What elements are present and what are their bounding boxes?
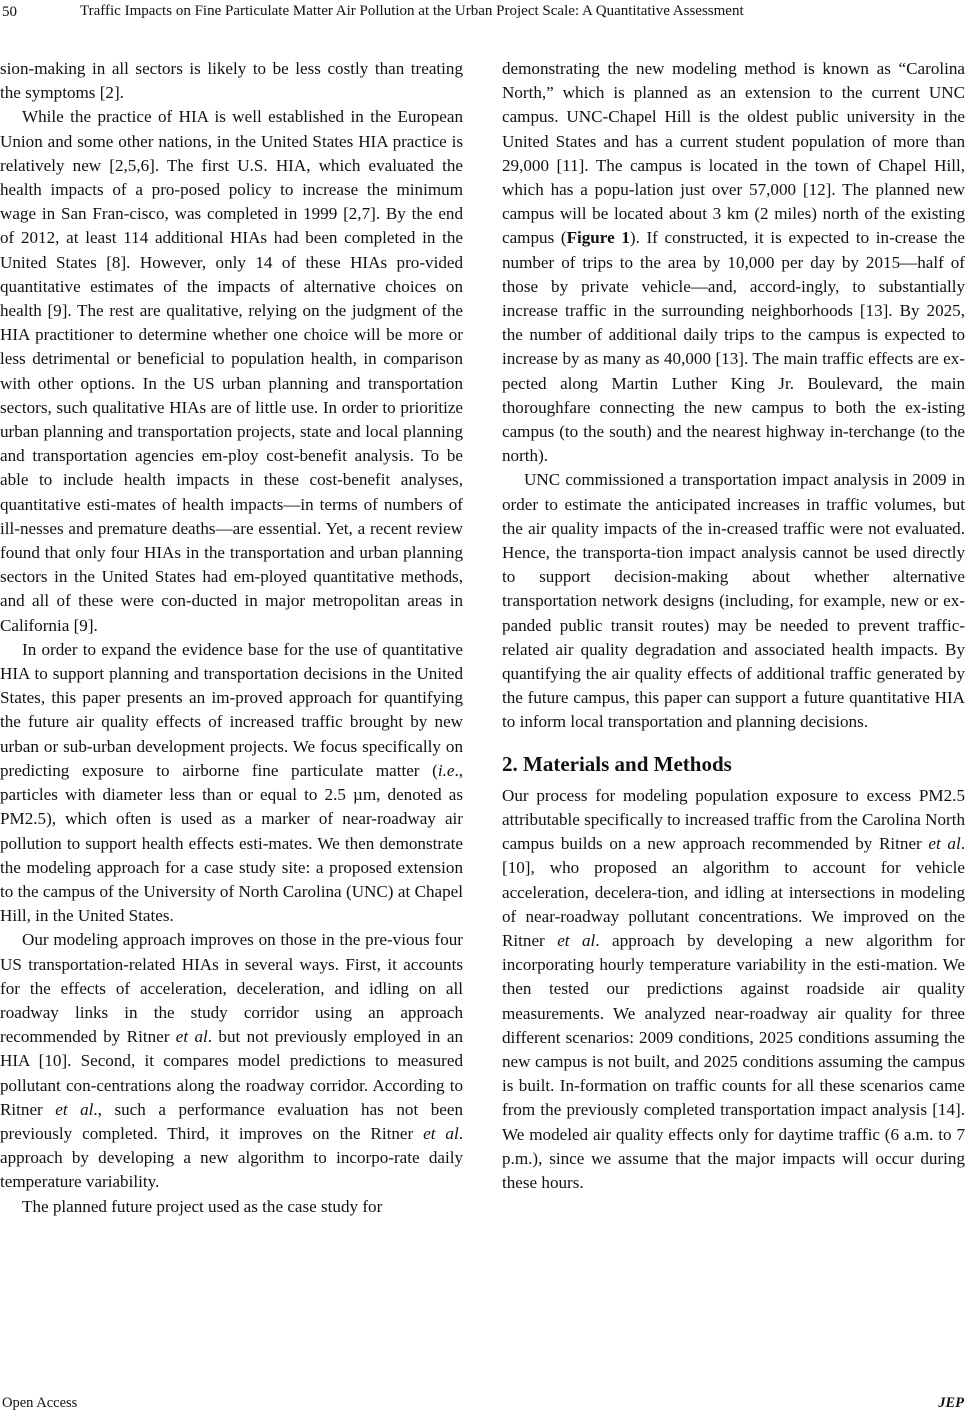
running-header <box>0 0 967 26</box>
italic-citation: et al <box>423 1123 459 1143</box>
italic-abbreviation: i.e <box>437 760 455 780</box>
text-run: Our modeling approach improves on those in the pre-vious four US transportation-related HIAs in several ways. First, it accounts for the effects of acceleration, deceleration, and idling on all roadway links in the study corridor using an approach recommended by Ritner <box>0 930 463 1047</box>
text-run: . approach by developing a new algorithm to incorpo-rate daily temperature variability. <box>0 1123 463 1192</box>
text-run: ., particles with diameter less than or equal to 2.5 µm, denoted as PM2.5), which often is used as a marker of near-roadway air pollution to support health effects esti-mates. We then demonstrate the modeling approach for a case study site: a proposed extension to the campus of the University of North Carolina (UNC) at Chapel Hill, in the United States. <box>0 760 463 926</box>
text-run: . approach by developing a new algorithm for incorporating hourly temperature variability in the esti-mation. We then tested our predictions against roadside air quality measurements. We analyzed near-roadway air quality for three different scenarios: 2009 conditions, 2025 conditions assuming the new campus is not built, and 2025 conditions assuming the campus is built. In-formation on traffic counts for all these scenarios came from the previously completed transportation impact analysis [14]. We modeled air quality effects only for daytime traffic (6 a.m. to 7 p.m.), since we assume that the major impacts will occur during these hours. <box>502 930 966 1192</box>
text-run: In order to expand the evidence base for the use of quantitative HIA to support planning and transportation decisions in the United States, this paper presents an im-proved approach for quantifying the future air quality effects of increased traffic brought by new urban or sub-urban development projects. We focus specifically on predicting exposure to airborne fine particulate matter ( <box>0 639 463 780</box>
paragraph: sion-making in all sectors is likely to be less costly than treating the symptoms [2]. <box>0 59 463 103</box>
paragraph <box>0 928 463 1194</box>
italic-citation: et al <box>175 1027 208 1047</box>
text-run: ). If constructed, it is expected to in-crease the number of trips to the area by 10,000 per day by 2015—half of those by private vehicle—and, accord-ingly, to substantially increase traffic in the surrounding neighborhoods [13]. By 2025, the number of additional daily trips to the campus is expected to increase by as many as 40,000 [13]. The main traffic effects are ex-pected along Martin Luther King Jr. Boulevard, the main thoroughfare connecting the new campus to both the ex-isting campus (to the south) and the nearest highway in-terchange (to the north). <box>502 228 965 466</box>
paragraph: While the practice of HIA is well established in the European Union and some other nations, in the United States HIA practice is relatively new [2,5,6]. The first U.S. HIA, which evaluated the health impacts of a pro-posed policy to increase the minimum wage in San Fran-cisco, was completed in 1999 [2,7]. By the end of 2012, at least 114 additional HIAs had been completed in the United States [8]. However, only 14 of these HIAs pro-vided quantitative estimates of the impacts of alternative choices on health [9]. The rest are qualitative, relying on the judgment of the HIA practitioner to determine whether one choice will be more or less detrimental or beneficial to population health, in comparison with other options. In the US urban planning and transportation sectors, such qualitative HIAs are of little use. In order to prioritize urban planning and transportation projects, state and local planning and transportation agencies em-ploy cost-benefit analysis. To be able to include health impacts in these cost-benefit analyses, quantitative esti-mates of health impacts—in terms of numbers of ill-nesses and premature deaths—are essential. Yet, a recent review found that only four HIAs in the transportation and urban planning sectors in the United States had em-ployed quantitative methods, and all of these were con-ducted in major metropolitan areas in California [9]. <box>0 107 463 635</box>
running-title: Traffic Impacts on Fine Particulate Matter Air Pollution at the Urban Project Scale: A Quantitative Assessment <box>80 3 744 19</box>
text-run: ., such a performance evaluation has not been previously completed. Third, it improves on the Ritner <box>0 1099 463 1143</box>
left-column <box>0 57 463 1219</box>
text-run: . but not previously employed in an HIA [10]. Second, it compares model predictions to measured pollutant con-centrations along the roadway corridor. According to Ritner <box>0 1027 463 1119</box>
page-number: 50 <box>2 4 17 20</box>
italic-citation: et al <box>928 834 961 854</box>
page-footer <box>0 1395 967 1413</box>
italic-citation: et al <box>55 1099 94 1119</box>
footer-access-label: Open Access <box>2 1395 78 1411</box>
footer-journal-abbrev: JEP <box>938 1395 964 1411</box>
text-run: Our process for modeling population exposure to excess PM2.5 attributable specifically to increased traffic from the Carolina North campus builds on a new approach recommended by Ritner <box>502 785 965 854</box>
right-column <box>502 57 965 1195</box>
italic-citation: et al <box>557 930 596 950</box>
paragraph <box>502 784 965 1195</box>
figure-reference[interactable]: Figure 1 <box>566 228 630 248</box>
paragraph: The planned future project used as the case study for <box>22 1196 383 1216</box>
text-run: . [10], who proposed an algorithm to account for vehicle acceleration, decelera-tion, and idling at intersections in modeling of near-roadway pollutant concentrations. We improved on the Ritner <box>502 834 965 950</box>
paragraph <box>502 57 965 468</box>
paragraph <box>0 638 463 928</box>
paragraph: UNC commissioned a transportation impact analysis in 2009 in order to estimate the anticipated increases in traffic volumes, but the air quality impacts of the in-creased traffic were not evaluated. Hence, the transporta-tion impact analysis cannot be used directly to support decision-making about whether alternative transportation network designs (including, for example, new or ex-panded public transit routes) may be needed to prevent traffic-related air quality degradation and associated health impacts. By quantifying the air quality effects of additional traffic generated by the future campus, this paper can support a future quantitative HIA to inform local transportation and planning decisions. <box>502 470 965 732</box>
section-heading: 2. Materials and Methods <box>502 751 732 776</box>
text-run: demonstrating the new modeling method is known as “Carolina North,” which is planned as an extension to the current UNC campus. UNC-Chapel Hill is the oldest public university in the United States and has a current student population of more than 29,000 [11]. The campus is located in the town of Chapel Hill, which has a popu-lation just over 57,000 [12]. The planned new campus will be located about 3 km (2 miles) north of the existing campus ( <box>502 59 965 248</box>
